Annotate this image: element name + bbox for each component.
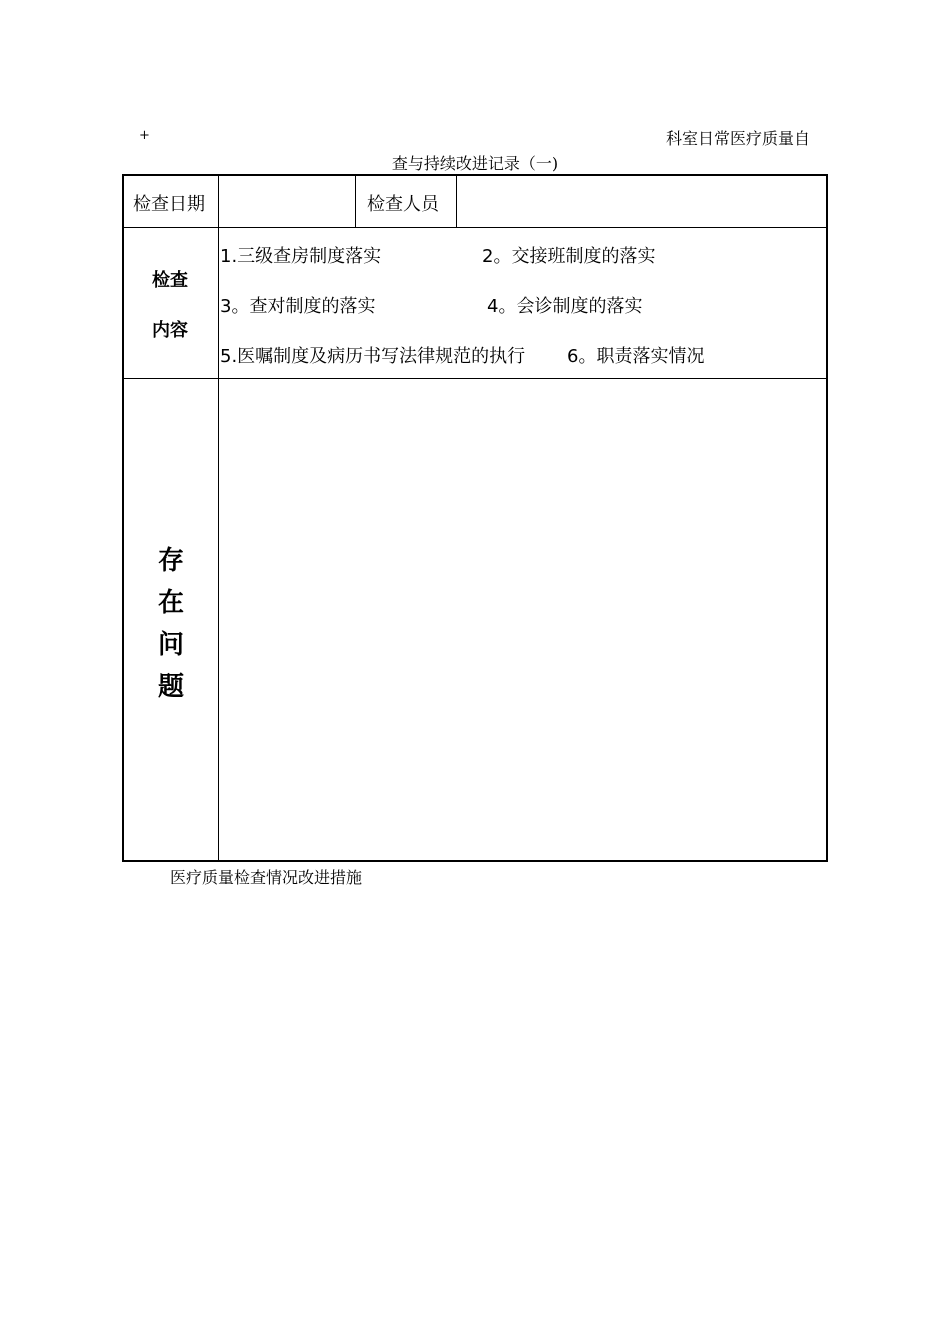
check-content-label-line2: 内容 xyxy=(152,320,188,341)
column-divider xyxy=(456,176,457,228)
improvement-measures-label: 医疗质量检查情况改进措施 xyxy=(170,868,363,887)
check-date-label: 检查日期 xyxy=(133,194,205,215)
plus-mark: + xyxy=(139,128,150,143)
column-divider xyxy=(355,176,356,228)
document-title-line2: 查与持续改进记录（一) xyxy=(391,154,559,173)
content-item-1: 1.三级查房制度落实 xyxy=(220,246,382,267)
issues-label xyxy=(124,540,218,708)
column-divider xyxy=(218,176,219,862)
issues-label-char: 在 xyxy=(157,588,184,618)
inspector-label: 检查人员 xyxy=(367,194,439,215)
check-date-field[interactable] xyxy=(220,176,354,226)
row-divider xyxy=(124,227,826,228)
inspector-field[interactable] xyxy=(458,176,826,226)
issues-label-char: 题 xyxy=(157,672,184,702)
row-divider xyxy=(124,378,826,379)
issues-label-char: 存 xyxy=(157,546,184,576)
content-item-3: 3。查对制度的落实 xyxy=(220,296,376,317)
issues-field[interactable] xyxy=(220,380,826,860)
content-item-2: 2。交接班制度的落实 xyxy=(482,246,656,267)
check-content-label-line1: 检查 xyxy=(152,270,188,291)
document-title-line1: 科室日常医疗质量自 xyxy=(665,129,810,148)
content-item-5: 5.医嘱制度及病历书写法律规范的执行 xyxy=(220,346,526,367)
content-item-4: 4。会诊制度的落实 xyxy=(487,296,643,317)
content-item-6: 6。职责落实情况 xyxy=(567,346,705,367)
issues-label-char: 问 xyxy=(157,630,184,660)
quality-check-form xyxy=(122,174,828,862)
